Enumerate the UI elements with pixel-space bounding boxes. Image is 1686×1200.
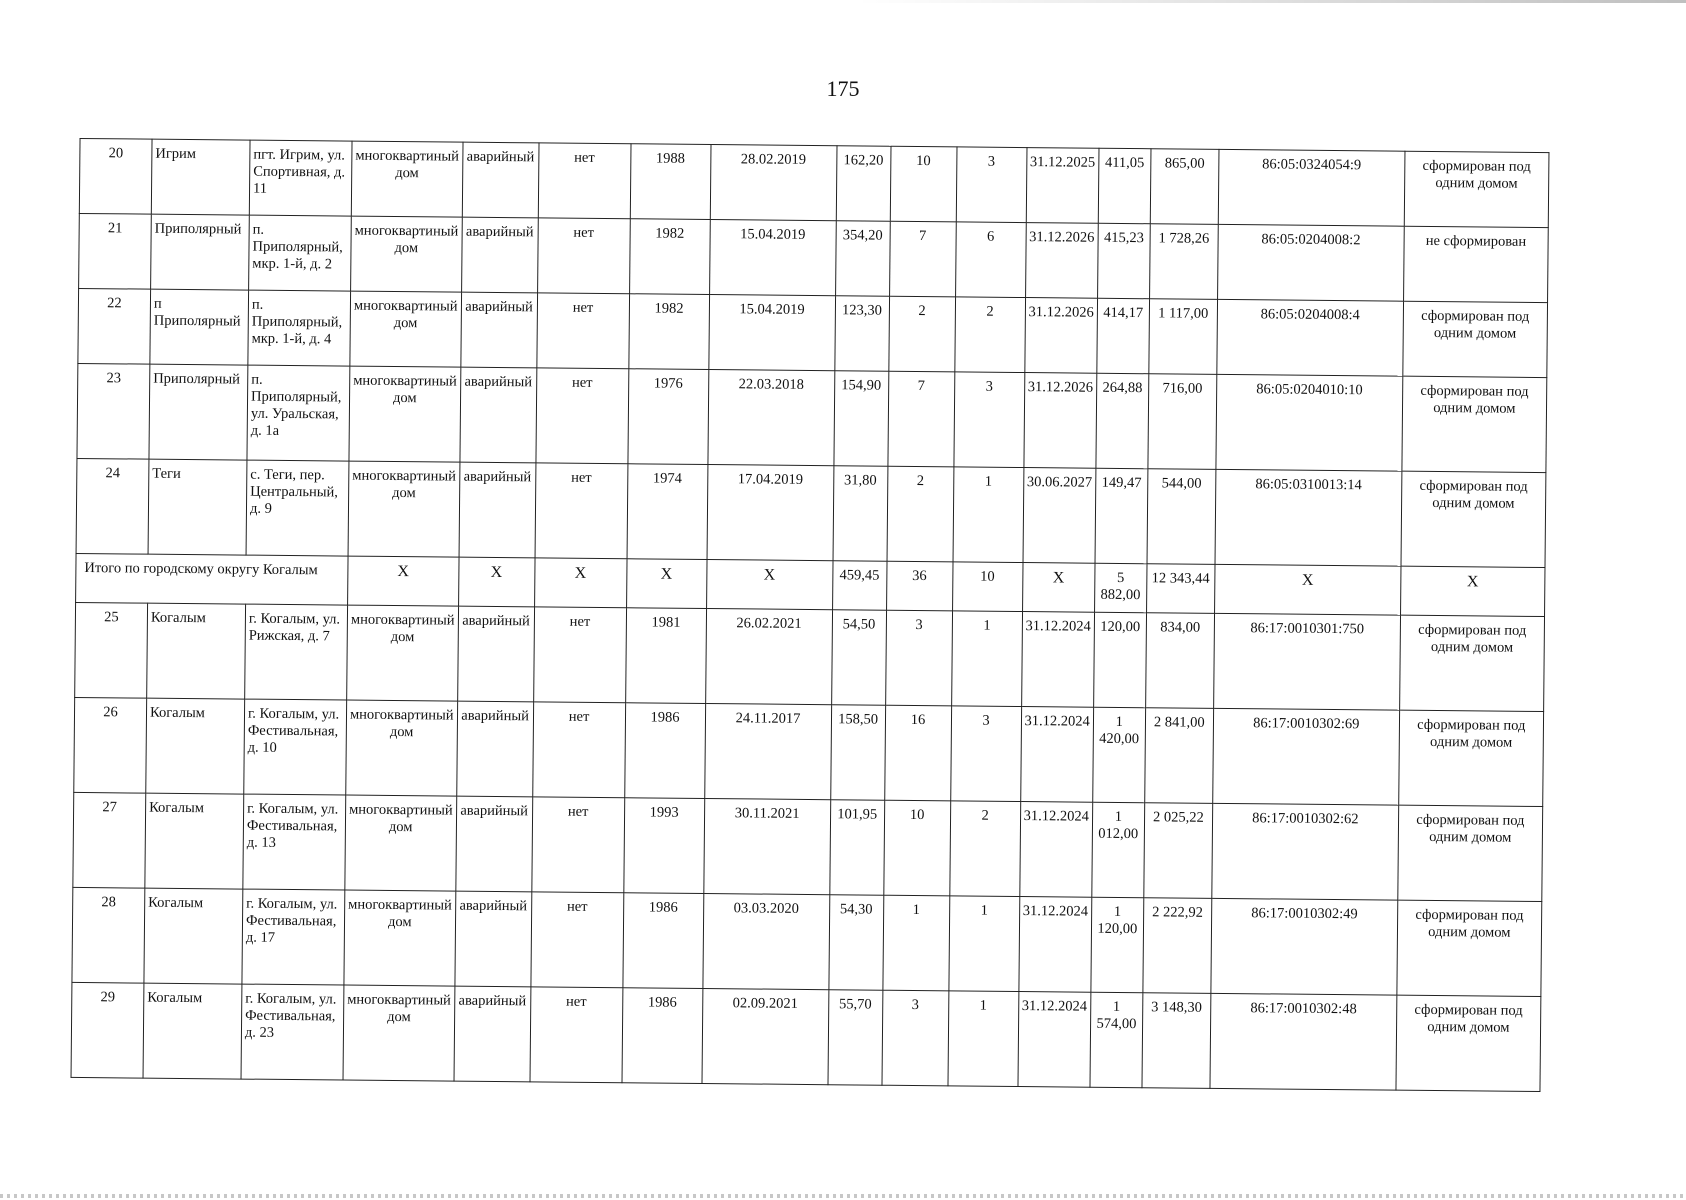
rooms-cell: 1	[948, 896, 1019, 992]
address-cell: г. Когалым, ул. Фестивальная, д. 10	[244, 699, 347, 795]
area-cell: 101,95	[829, 800, 884, 896]
area-cell: 158,50	[830, 705, 885, 801]
status-cell: аварийный	[459, 462, 536, 558]
deadline-cell: 31.12.2024	[1018, 992, 1091, 1088]
status-cell: аварийный	[454, 891, 531, 987]
table-row	[76, 458, 1546, 567]
rooms-cell: 3	[954, 372, 1025, 468]
col13-cell: 1 012,00	[1092, 802, 1145, 897]
page-number: 175	[826, 76, 860, 101]
house-type-cell: многоквартиный дом	[347, 605, 458, 701]
col13-cell: 264,88	[1096, 373, 1149, 468]
col13-cell: 1 420,00	[1093, 707, 1146, 802]
house-type-cell: многоквартиный дом	[344, 890, 455, 986]
land-status-cell: сформирован под одним домом	[1402, 376, 1547, 472]
status-cell: аварийный	[461, 217, 538, 293]
year-cell: 1988	[630, 144, 711, 220]
land-status-cell: сформирован под одним домом	[1397, 900, 1542, 996]
settlement-cell: Когалым	[144, 888, 243, 984]
cadastral-number-cell: 86:17:0010302:69	[1213, 708, 1400, 805]
address-cell: г. Когалым, ул. Фестивальная, д. 23	[241, 984, 344, 1080]
address-cell: п. Приполярный, мкр. 1-й, д. 4	[248, 290, 351, 366]
col13-cell: 1 120,00	[1091, 897, 1144, 992]
deadline-cell: 31.12.2024	[1021, 612, 1094, 708]
total-label: Итого по городскому округу Когалым	[76, 553, 348, 605]
col14-cell: 716,00	[1148, 374, 1217, 470]
land-status-cell: сформирован под одним домом	[1399, 710, 1544, 806]
flag-cell: нет	[530, 987, 623, 1083]
col13-cell: 1 574,00	[1090, 992, 1143, 1087]
year-cell: 1976	[628, 369, 709, 465]
row-number: 26	[74, 697, 147, 793]
settlement-cell: Когалым	[146, 698, 245, 794]
year-cell: 1981	[625, 608, 706, 704]
settlement-cell: Приполярный	[149, 364, 248, 460]
col14-cell: 3 148,30	[1142, 993, 1211, 1089]
cadastral-number-cell: 86:05:0324054:9	[1218, 149, 1405, 226]
row-number: 21	[79, 213, 152, 289]
settlement-cell: Теги	[148, 459, 247, 555]
table-row	[74, 697, 1544, 806]
house-type-cell: многоквартиный дом	[348, 461, 459, 557]
total-x: Х	[706, 560, 832, 610]
address-cell: г. Когалым, ул. Рижская, д. 7	[245, 604, 348, 700]
area-cell: 31,80	[833, 466, 888, 562]
date-cell: 15.04.2019	[708, 295, 835, 371]
date-cell: 02.09.2021	[702, 988, 829, 1084]
settlement-cell: Приполярный	[151, 214, 250, 290]
row-number: 20	[79, 138, 152, 214]
date-cell: 24.11.2017	[704, 703, 831, 799]
row-number: 23	[77, 363, 150, 459]
date-cell: 30.11.2021	[703, 798, 830, 894]
rooms-cell: 6	[955, 222, 1026, 298]
row-number: 29	[71, 982, 144, 1078]
address-cell: п. Приполярный, мкр. 1-й, д. 2	[249, 215, 352, 291]
deadline-cell: 31.12.2024	[1020, 707, 1093, 803]
col14-cell: 2 025,22	[1144, 803, 1213, 899]
rooms-cell: 3	[956, 147, 1027, 223]
people-cell: 16	[884, 705, 951, 801]
housing-table	[71, 138, 1550, 1092]
total-area: 459,45	[832, 561, 886, 611]
deadline-cell: 31.12.2026	[1024, 298, 1097, 374]
year-cell: 1993	[623, 798, 704, 894]
cadastral-number-cell: 86:05:0204008:2	[1217, 224, 1404, 301]
year-cell: 1986	[622, 988, 703, 1084]
table-row	[79, 213, 1548, 302]
col14-cell: 1 728,26	[1149, 224, 1218, 300]
people-cell: 7	[889, 221, 956, 297]
address-cell: г. Когалым, ул. Фестивальная, д. 17	[242, 889, 345, 985]
status-cell: аварийный	[460, 367, 537, 463]
row-number: 25	[75, 602, 148, 698]
date-cell: 17.04.2019	[707, 465, 834, 561]
area-cell: 54,30	[828, 895, 883, 991]
area-cell: 123,30	[834, 296, 889, 372]
area-cell: 354,20	[835, 221, 890, 297]
land-status-cell: не сформирован	[1403, 226, 1548, 302]
col14-cell: 2 841,00	[1145, 708, 1214, 804]
cadastral-number-cell: 86:05:0204010:10	[1216, 374, 1403, 471]
date-cell: 22.03.2018	[708, 370, 835, 466]
col13-cell: 149,47	[1095, 468, 1148, 563]
people-cell: 10	[890, 146, 957, 222]
flag-cell: нет	[530, 892, 623, 988]
table-row	[77, 363, 1547, 472]
settlement-cell: Когалым	[143, 983, 242, 1079]
land-status-cell: сформирован под одним домом	[1403, 301, 1548, 377]
rooms-cell: 2	[949, 801, 1020, 897]
land-status-cell: сформирован под одним домом	[1399, 615, 1544, 711]
year-cell: 1982	[628, 294, 709, 370]
land-status-cell: сформирован под одним домом	[1404, 151, 1549, 227]
flag-cell: нет	[537, 218, 630, 294]
deadline-cell: 31.12.2026	[1024, 373, 1097, 469]
table-row	[73, 792, 1543, 901]
col13-cell: 120,00	[1093, 612, 1146, 707]
people-cell: 3	[885, 610, 952, 706]
total-x: Х	[458, 557, 534, 607]
col14-cell: 2 222,92	[1143, 898, 1212, 994]
area-cell: 54,50	[831, 610, 886, 706]
flag-cell: нет	[538, 143, 631, 219]
col14-cell: 865,00	[1150, 149, 1219, 225]
people-cell: 1	[882, 895, 949, 991]
house-type-cell: многоквартиный дом	[343, 985, 454, 1081]
total-rooms: 10	[952, 562, 1022, 612]
col14-cell: 544,00	[1147, 469, 1216, 565]
flag-cell: нет	[532, 702, 625, 798]
address-cell: с. Теги, пер. Центральный, д. 9	[246, 460, 349, 556]
col13-cell: 414,17	[1097, 298, 1150, 373]
date-cell: 26.02.2021	[705, 609, 832, 705]
area-cell: 162,20	[836, 146, 891, 222]
table-body-bottom	[71, 602, 1544, 1091]
table-row	[71, 982, 1541, 1091]
address-cell: пгт. Игрим, ул. Спортивная, д. 11	[249, 140, 352, 216]
deadline-cell: 31.12.2024	[1019, 802, 1092, 898]
flag-cell: нет	[531, 797, 624, 893]
house-type-cell: многоквартиный дом	[349, 366, 460, 462]
flag-cell: нет	[533, 607, 626, 703]
scan-edge-top	[856, 0, 1686, 3]
deadline-cell: 31.12.2025	[1026, 148, 1099, 224]
area-cell: 55,70	[828, 990, 883, 1086]
house-type-cell: многоквартиный дом	[350, 291, 461, 367]
land-status-cell: сформирован под одним домом	[1398, 805, 1543, 901]
deadline-cell: 31.12.2026	[1025, 223, 1098, 299]
land-status-cell: сформирован под одним домом	[1401, 471, 1546, 567]
people-cell: 7	[888, 371, 955, 467]
flag-cell: нет	[536, 293, 629, 369]
year-cell: 1982	[629, 219, 710, 295]
col13-cell: 411,05	[1098, 148, 1151, 223]
cadastral-number-cell: 86:05:0310013:14	[1215, 469, 1402, 566]
date-cell: 15.04.2019	[709, 220, 836, 296]
col14-cell: 1 117,00	[1149, 299, 1218, 375]
total-land: Х	[1400, 566, 1544, 616]
date-cell: 28.02.2019	[710, 145, 837, 221]
cadastral-number-cell: 86:17:0010302:62	[1212, 803, 1399, 900]
settlement-cell: п Приполярный	[150, 289, 249, 365]
house-type-cell: многоквартиный дом	[345, 795, 456, 891]
deadline-cell: 31.12.2024	[1018, 897, 1091, 993]
status-cell: аварийный	[455, 796, 532, 892]
people-cell: 3	[882, 990, 949, 1086]
flag-cell: нет	[536, 368, 629, 464]
status-cell: аварийный	[457, 606, 534, 702]
row-number: 24	[76, 458, 149, 554]
status-cell: аварийный	[454, 986, 531, 1082]
year-cell: 1986	[622, 893, 703, 989]
flag-cell: нет	[535, 463, 628, 559]
year-cell: 1986	[624, 703, 705, 799]
col13-cell: 415,23	[1097, 223, 1150, 298]
scan-edge-bottom	[0, 1194, 1686, 1198]
row-number: 27	[73, 792, 146, 888]
row-number: 28	[72, 887, 145, 983]
status-cell: аварийный	[460, 292, 537, 368]
table-row	[75, 602, 1545, 711]
date-cell: 03.03.2020	[702, 893, 829, 989]
table-row	[79, 138, 1548, 227]
area-cell: 154,90	[834, 371, 889, 467]
address-cell: г. Когалым, ул. Фестивальная, д. 13	[243, 794, 346, 890]
rooms-cell: 1	[948, 991, 1019, 1087]
house-type-cell: многоквартиный дом	[351, 141, 462, 217]
settlement-cell: Когалым	[145, 793, 244, 889]
address-cell: п. Приполярный, ул. Уральская, д. 1а	[247, 365, 350, 461]
cadastral-number-cell: 86:17:0010302:48	[1210, 993, 1397, 1090]
status-cell: аварийный	[462, 142, 539, 218]
total-col14: 12 343,44	[1146, 564, 1214, 614]
total-people: 36	[886, 561, 952, 611]
settlement-cell: Игрим	[151, 139, 250, 215]
land-status-cell: сформирован под одним домом	[1396, 995, 1541, 1091]
cadastral-number-cell: 86:17:0010301:750	[1213, 613, 1400, 710]
deadline-cell: 30.06.2027	[1023, 468, 1096, 564]
house-type-cell: многоквартиный дом	[346, 700, 457, 796]
rooms-cell: 3	[950, 706, 1021, 802]
total-x: Х	[348, 556, 459, 606]
status-cell: аварийный	[456, 701, 533, 797]
table-row	[78, 288, 1547, 377]
total-cadastral: Х	[1214, 564, 1400, 615]
total-col13: 5 882,00	[1094, 563, 1146, 612]
cadastral-number-cell: 86:17:0010302:49	[1211, 898, 1398, 995]
rooms-cell: 2	[954, 297, 1025, 373]
table-body-top	[76, 138, 1549, 567]
total-deadline: Х	[1022, 563, 1095, 613]
year-cell: 1974	[627, 464, 708, 560]
total-x: Х	[534, 558, 626, 608]
people-cell: 2	[887, 466, 954, 562]
rooms-cell: 1	[951, 611, 1022, 707]
rooms-cell: 1	[953, 467, 1024, 563]
cadastral-number-cell: 86:05:0204008:4	[1217, 299, 1404, 376]
settlement-cell: Когалым	[147, 603, 246, 699]
house-type-cell: многоквартиный дом	[351, 216, 462, 292]
row-number: 22	[78, 288, 151, 364]
table-row	[72, 887, 1542, 996]
total-x: Х	[626, 559, 706, 609]
col14-cell: 834,00	[1145, 613, 1214, 709]
people-cell: 2	[888, 296, 955, 372]
people-cell: 10	[883, 800, 950, 896]
